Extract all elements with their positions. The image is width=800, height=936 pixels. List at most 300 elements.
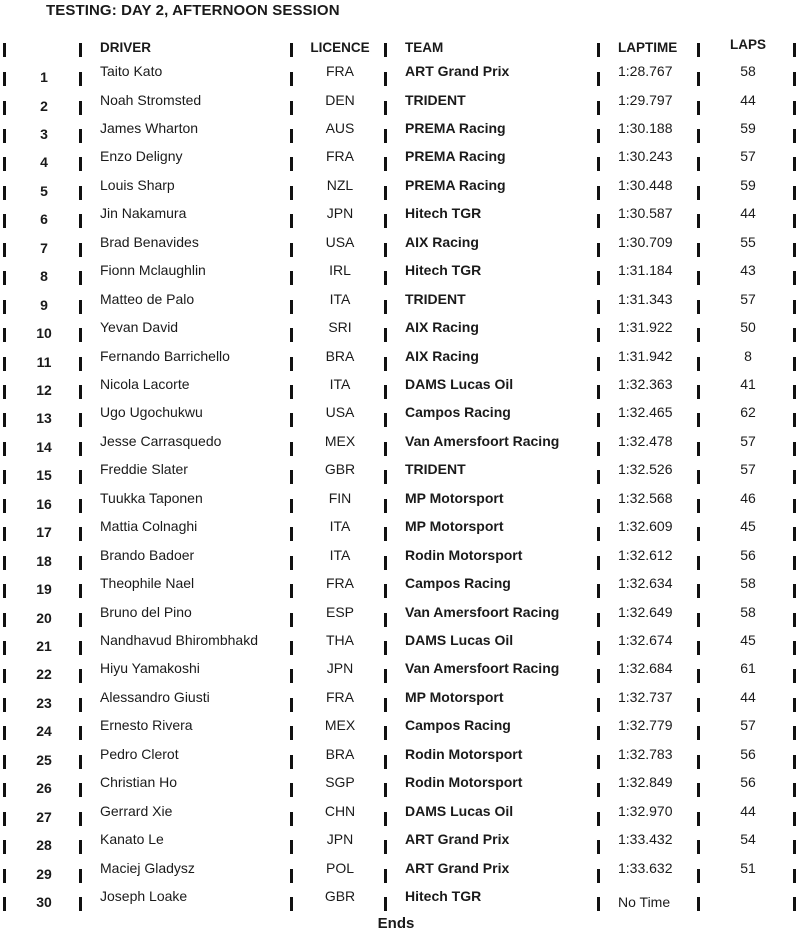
table-row [0,348,800,376]
licence-cell: FRA [326,688,354,705]
licence-cell: THA [326,632,354,648]
table-row [0,632,800,660]
column-separator [3,357,6,371]
column-separator [793,186,796,200]
column-separator [3,300,6,314]
column-separator [79,243,82,257]
licence-cell: USA [325,233,355,250]
column-separator [697,101,700,115]
team-cell: Rodin Motorsport [405,774,523,791]
team-cell: PREMA Racing [405,148,506,165]
table-row [0,433,800,461]
column-separator [79,869,82,883]
column-separator [79,72,82,86]
column-separator [384,783,387,797]
position-cell: 11 [36,353,52,370]
column-separator [697,641,700,655]
licence-cell: BRA [325,347,355,364]
column-separator [79,755,82,769]
laps-cell: 56 [740,745,756,762]
column-separator [3,385,6,399]
column-separator [597,243,600,257]
column-separator [384,669,387,683]
column-separator [697,243,700,257]
driver-cell: Nicola Lacorte [100,375,190,392]
column-separator [384,470,387,484]
laps-cell: 57 [740,717,756,734]
column-separator [793,72,796,86]
licence-cell: GBR [324,461,356,478]
licence-cell: FRA [326,575,354,592]
driver-cell: Fernando Barrichello [100,347,230,364]
column-separator [290,669,293,683]
team-cell: TRIDENT [405,461,466,478]
laps-cell: 58 [740,575,756,592]
column-separator [290,470,293,484]
column-separator [793,527,796,541]
team-cell: Rodin Motorsport [405,546,523,563]
column-separator [597,897,600,911]
licence-cell: JPN [326,205,354,222]
position-cell: 17 [36,524,52,541]
column-separator [697,357,700,371]
column-separator [697,669,700,683]
column-separator [384,897,387,911]
column-separator [597,442,600,456]
column-separator [793,613,796,627]
column-separator [384,43,387,57]
team-cell: Hitech TGR [405,205,482,222]
laps-cell: 45 [740,632,756,648]
team-cell: Van Amersfoort Racing [405,432,560,449]
laptime-cell: 1:32.634 [618,575,673,592]
column-separator [793,783,796,797]
table-row [0,120,800,148]
licence-cell: DEN [325,91,355,108]
column-separator [290,869,293,883]
column-separator [384,698,387,712]
laptime-cell: 1:32.737 [618,688,673,705]
column-separator [597,157,600,171]
position-cell: 4 [40,154,48,171]
column-separator [697,214,700,228]
driver-cell: Jesse Carrasquedo [100,432,222,449]
column-separator [79,129,82,143]
column-separator [290,157,293,171]
team-cell: TRIDENT [405,91,466,108]
column-separator [79,641,82,655]
laptime-cell: 1:32.568 [618,489,673,506]
driver-cell: Brad Benavides [100,233,199,250]
laptime-cell: 1:32.609 [618,518,673,535]
column-separator [793,499,796,513]
laps-cell: 43 [740,262,756,279]
laptime-cell: 1:31.343 [618,290,673,307]
position-cell: 2 [40,97,48,114]
table-row [0,148,800,176]
column-separator [597,357,600,371]
table-row [0,717,800,745]
position-cell: 30 [36,894,52,910]
column-separator [697,186,700,200]
laps-cell: 61 [740,660,756,677]
laptime-cell: 1:33.432 [618,831,673,848]
column-separator [79,527,82,541]
column-separator [3,613,6,627]
column-separator [3,755,6,769]
licence-cell: FRA [326,63,354,79]
column-separator [290,271,293,285]
column-separator [384,499,387,513]
column-separator [793,726,796,740]
team-cell: DAMS Lucas Oil [405,632,514,648]
team-cell: AIX Racing [405,233,479,250]
laptime-cell: 1:30.709 [618,233,673,250]
column-separator [384,413,387,427]
column-separator [3,470,6,484]
column-separator [793,840,796,854]
table-row [0,860,800,888]
column-separator [793,698,796,712]
licence-cell: JPN [326,831,354,848]
column-separator [697,527,700,541]
column-separator [697,499,700,513]
column-separator [793,584,796,598]
team-cell: PREMA Racing [405,119,506,136]
column-separator [79,897,82,911]
column-separator [3,328,6,342]
page-title: TESTING: DAY 2, AFTERNOON SESSION [46,2,340,19]
column-separator [290,584,293,598]
column-separator [3,442,6,456]
column-separator [3,641,6,655]
licence-cell: POL [325,859,354,876]
column-separator [384,755,387,769]
driver-cell: Pedro Clerot [100,745,179,762]
column-separator [384,101,387,115]
column-separator [697,783,700,797]
column-separator [793,129,796,143]
laps-cell: 56 [740,546,756,563]
column-separator [697,897,700,911]
laptime-cell: 1:32.612 [618,546,673,563]
column-separator [3,413,6,427]
table-row [0,518,800,546]
table-row [0,177,800,205]
column-separator [290,101,293,115]
column-separator [597,669,600,683]
column-separator [79,442,82,456]
table-row [0,404,800,432]
driver-cell: Tuukka Taponen [100,489,203,506]
column-separator [597,527,600,541]
laptime-cell: 1:32.783 [618,745,673,762]
position-cell: 5 [40,182,48,199]
column-separator [597,385,600,399]
team-cell: PREMA Racing [405,176,506,193]
position-cell: 28 [36,837,52,854]
column-separator [79,669,82,683]
licence-cell: USA [325,404,355,421]
laps-cell: 59 [740,119,756,136]
column-separator [3,840,6,854]
position-cell: 24 [36,723,52,740]
team-cell: Campos Racing [405,575,511,592]
laps-cell: 45 [740,518,756,535]
licence-cell: GBR [324,888,356,904]
laptime-cell: 1:32.465 [618,404,673,421]
team-cell: Hitech TGR [405,262,482,279]
column-separator [290,243,293,257]
driver-cell: Louis Sharp [100,176,175,193]
licence-cell: MEX [324,432,356,449]
column-separator [697,698,700,712]
column-separator [793,470,796,484]
laptime-cell: 1:30.587 [618,205,673,222]
column-separator [384,357,387,371]
licence-cell: SRI [328,319,352,336]
position-cell: 8 [40,268,48,285]
driver-cell: Enzo Deligny [100,148,183,165]
table-row [0,547,800,575]
driver-cell: Fionn Mclaughlin [100,262,206,279]
table-row [0,319,800,347]
column-separator [793,214,796,228]
laps-cell: 57 [740,461,756,478]
column-separator [290,43,293,57]
column-separator [290,812,293,826]
table-row [0,63,800,91]
team-cell: ART Grand Prix [405,831,510,848]
column-separator [793,897,796,911]
position-cell: 23 [36,694,52,711]
column-separator [597,214,600,228]
laptime-cell: 1:32.649 [618,603,673,620]
laps-cell: 56 [740,774,756,791]
column-separator [79,812,82,826]
laps-cell: 41 [740,375,756,392]
team-cell: ART Grand Prix [405,859,510,876]
team-cell: DAMS Lucas Oil [405,802,514,819]
driver-cell: Theophile Nael [100,575,195,592]
header-licence: LICENCE [310,40,370,55]
column-separator [384,328,387,342]
team-cell: MP Motorsport [405,489,504,506]
column-separator [597,783,600,797]
laps-cell: 44 [740,91,756,108]
team-cell: Van Amersfoort Racing [405,603,560,620]
column-separator [697,470,700,484]
laps-cell: 51 [740,859,756,876]
position-cell: 9 [40,296,48,313]
column-separator [597,186,600,200]
column-separator [290,527,293,541]
table-row [0,291,800,319]
table-row [0,92,800,120]
table-row [0,575,800,603]
column-separator [793,413,796,427]
column-separator [597,271,600,285]
driver-cell: Jin Nakamura [100,205,187,222]
column-separator [3,186,6,200]
driver-cell: Yevan David [100,319,179,336]
laps-cell: 55 [740,233,756,250]
column-separator [79,271,82,285]
column-separator [793,442,796,456]
column-separator [597,584,600,598]
column-separator [597,869,600,883]
column-separator [290,783,293,797]
column-separator [79,698,82,712]
column-separator [79,840,82,854]
column-separator [597,812,600,826]
column-separator [290,698,293,712]
table-row [0,461,800,489]
column-separator [79,470,82,484]
column-separator [3,157,6,171]
driver-cell: Joseph Loake [100,888,188,904]
driver-cell: Kanato Le [100,831,164,848]
table-row [0,660,800,688]
column-separator [597,72,600,86]
laptime-cell: 1:30.243 [618,148,673,165]
column-separator [3,726,6,740]
position-cell: 7 [40,239,48,256]
laps-cell: 58 [740,63,756,79]
position-cell: 26 [36,780,52,797]
laptime-cell: 1:30.188 [618,119,673,136]
column-separator [793,869,796,883]
laptime-cell: 1:28.767 [618,63,673,79]
team-cell: AIX Racing [405,319,479,336]
laptime-cell: 1:32.363 [618,375,673,392]
column-separator [290,413,293,427]
column-separator [697,442,700,456]
laps-cell: 50 [740,319,756,336]
column-separator [697,726,700,740]
column-separator [384,641,387,655]
licence-cell: JPN [326,660,354,677]
table-row [0,376,800,404]
column-separator [290,556,293,570]
column-separator [3,584,6,598]
column-separator [697,556,700,570]
column-separator [597,698,600,712]
column-separator [384,613,387,627]
position-cell: 19 [36,581,52,598]
laps-cell: 46 [740,489,756,506]
column-separator [697,328,700,342]
licence-cell: ITA [329,546,351,563]
column-separator [3,101,6,115]
column-separator [793,357,796,371]
driver-cell: Taito Kato [100,63,163,79]
column-separator [597,101,600,115]
table-row [0,490,800,518]
laps-cell: 57 [740,148,756,165]
position-cell: 14 [36,438,52,455]
licence-cell: SGP [325,774,355,791]
column-separator [384,840,387,854]
position-cell: 12 [36,381,52,398]
driver-cell: Freddie Slater [100,461,188,478]
laptime-cell: 1:33.632 [618,859,673,876]
column-separator [384,72,387,86]
column-separator [793,556,796,570]
team-cell: Van Amersfoort Racing [405,660,560,677]
laptime-cell: 1:31.942 [618,347,673,364]
driver-cell: Gerrard Xie [100,802,173,819]
column-separator [3,527,6,541]
licence-cell: AUS [325,119,355,136]
column-separator [384,726,387,740]
column-separator [597,726,600,740]
column-separator [697,413,700,427]
table-row [0,831,800,859]
column-separator [290,726,293,740]
team-cell: AIX Racing [405,347,479,364]
laps-cell: 44 [740,802,756,819]
team-cell: ART Grand Prix [405,63,510,79]
column-separator [384,214,387,228]
laptime-cell: 1:32.779 [618,717,673,734]
position-cell: 22 [36,666,52,683]
column-separator [384,157,387,171]
column-separator [384,243,387,257]
laptime-cell: 1:31.922 [618,319,673,336]
column-separator [290,328,293,342]
position-cell: 20 [36,609,52,626]
column-separator [79,584,82,598]
laptime-cell: 1:32.478 [618,432,673,449]
laps-cell: 44 [740,688,756,705]
column-separator [597,43,600,57]
laptime-cell: 1:30.448 [618,176,673,193]
column-separator [697,43,700,57]
driver-cell: Alessandro Giusti [100,688,210,705]
team-cell: MP Motorsport [405,688,504,705]
column-separator [3,129,6,143]
column-separator [384,300,387,314]
column-separator [793,157,796,171]
column-separator [697,129,700,143]
licence-cell: BRA [325,745,355,762]
column-separator [79,613,82,627]
column-separator [79,157,82,171]
column-separator [290,499,293,513]
column-separator [697,385,700,399]
column-separator [793,243,796,257]
column-separator [384,129,387,143]
column-separator [384,527,387,541]
column-separator [597,613,600,627]
column-separator [793,328,796,342]
column-separator [3,72,6,86]
column-separator [597,840,600,854]
table-row [0,234,800,262]
column-separator [290,72,293,86]
team-cell: DAMS Lucas Oil [405,375,514,392]
column-separator [3,897,6,911]
column-separator [3,669,6,683]
team-cell: Hitech TGR [405,888,482,904]
footer-ends: Ends [377,915,415,932]
column-separator [290,129,293,143]
column-separator [290,300,293,314]
licence-cell: FRA [326,148,354,165]
header-team: TEAM [405,40,444,55]
column-separator [597,413,600,427]
